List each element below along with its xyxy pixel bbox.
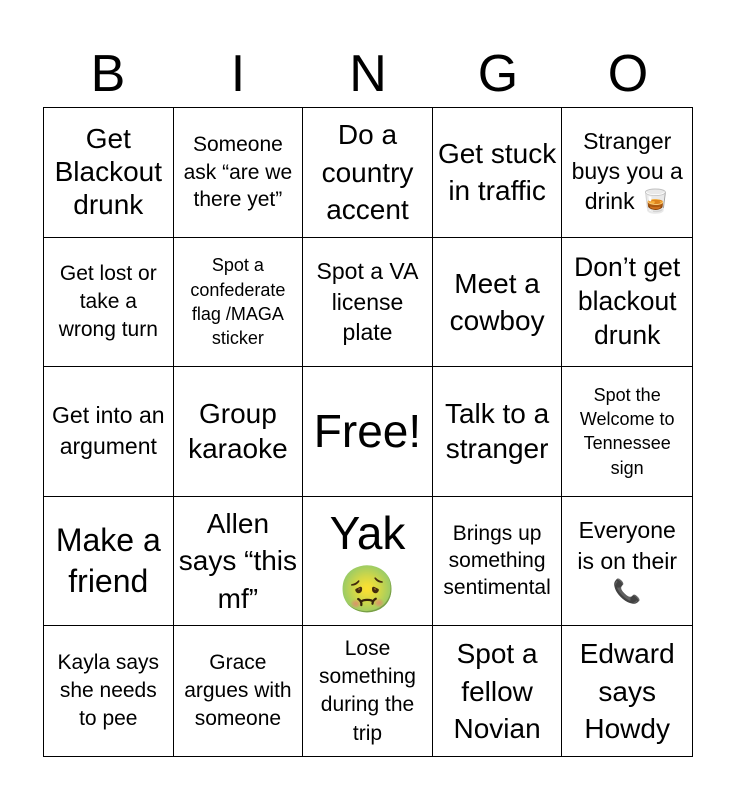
cell-text: Spot a confederate flag /MAGA sticker <box>190 255 286 349</box>
cell-text: Meet a cowboy <box>449 267 545 336</box>
cell-text: Get stuck in traffic <box>437 138 557 207</box>
header-letter-o: O <box>607 45 649 103</box>
cell-text: Lose something during the trip <box>319 636 416 745</box>
bingo-cell[interactable] <box>44 238 174 368</box>
cell-text: Get lost or take a wrong turn <box>58 262 158 341</box>
bingo-cell-free[interactable] <box>303 367 433 497</box>
bingo-cell[interactable] <box>433 626 563 756</box>
bingo-cell[interactable] <box>44 108 174 238</box>
header-letter-g: G <box>477 45 519 103</box>
bingo-cell[interactable] <box>562 108 692 238</box>
bingo-cell[interactable] <box>44 497 174 627</box>
bingo-cell[interactable] <box>174 367 304 497</box>
cell-text: Spot a fellow Novian <box>453 638 541 744</box>
cell-text: Don’t get blackout drunk <box>574 252 681 350</box>
bingo-cell[interactable] <box>303 238 433 368</box>
cell-text: Edward says Howdy <box>579 638 675 744</box>
header-letter-i: I <box>230 45 246 103</box>
bingo-header <box>43 44 693 104</box>
bingo-cell[interactable] <box>174 626 304 756</box>
bingo-cell[interactable] <box>174 497 304 627</box>
cell-text: Do a country accent <box>321 119 414 225</box>
bingo-cell[interactable] <box>562 238 692 368</box>
cell-text: Group karaoke <box>188 397 288 465</box>
header-letter-n: N <box>349 45 387 103</box>
bingo-board <box>43 107 693 757</box>
bingo-cell[interactable] <box>562 367 692 497</box>
cell-text: Stranger buys you a drink 🥃 <box>571 128 683 215</box>
cell-text: Spot a VA license plate <box>316 258 419 346</box>
bingo-cell[interactable] <box>433 367 563 497</box>
bingo-cell[interactable] <box>433 497 563 627</box>
cell-text: Allen says “this mf” <box>178 508 298 614</box>
cell-text: Spot the Welcome to Tennessee sign <box>579 384 675 478</box>
cell-text: Everyone is on their 📞 <box>577 517 678 605</box>
header-letter-b: B <box>90 45 126 103</box>
cell-text: Someone ask “are we there yet” <box>183 133 293 211</box>
cell-text: Brings up something sentimental <box>443 521 551 599</box>
bingo-cell[interactable] <box>174 238 304 368</box>
bingo-cell[interactable] <box>174 108 304 238</box>
bingo-cell[interactable] <box>562 497 692 627</box>
cell-text: Get Blackout drunk <box>54 123 162 220</box>
cell-text: Yak 🤢 <box>329 506 406 616</box>
cell-text: Make a friend <box>55 522 161 600</box>
bingo-cell[interactable] <box>44 367 174 497</box>
cell-text: Grace argues with someone <box>184 650 292 731</box>
cell-text: Get into an argument <box>52 402 165 460</box>
bingo-cell[interactable] <box>303 108 433 238</box>
bingo-cell[interactable] <box>44 626 174 756</box>
bingo-cell[interactable] <box>303 497 433 627</box>
bingo-cell[interactable] <box>433 108 563 238</box>
cell-text: Talk to a stranger <box>444 397 550 465</box>
bingo-cell[interactable] <box>303 626 433 756</box>
free-space-text: Free! <box>313 404 422 457</box>
cell-text: Kayla says she needs to pee <box>57 650 160 731</box>
bingo-cell[interactable] <box>433 238 563 368</box>
bingo-cell[interactable] <box>562 626 692 756</box>
